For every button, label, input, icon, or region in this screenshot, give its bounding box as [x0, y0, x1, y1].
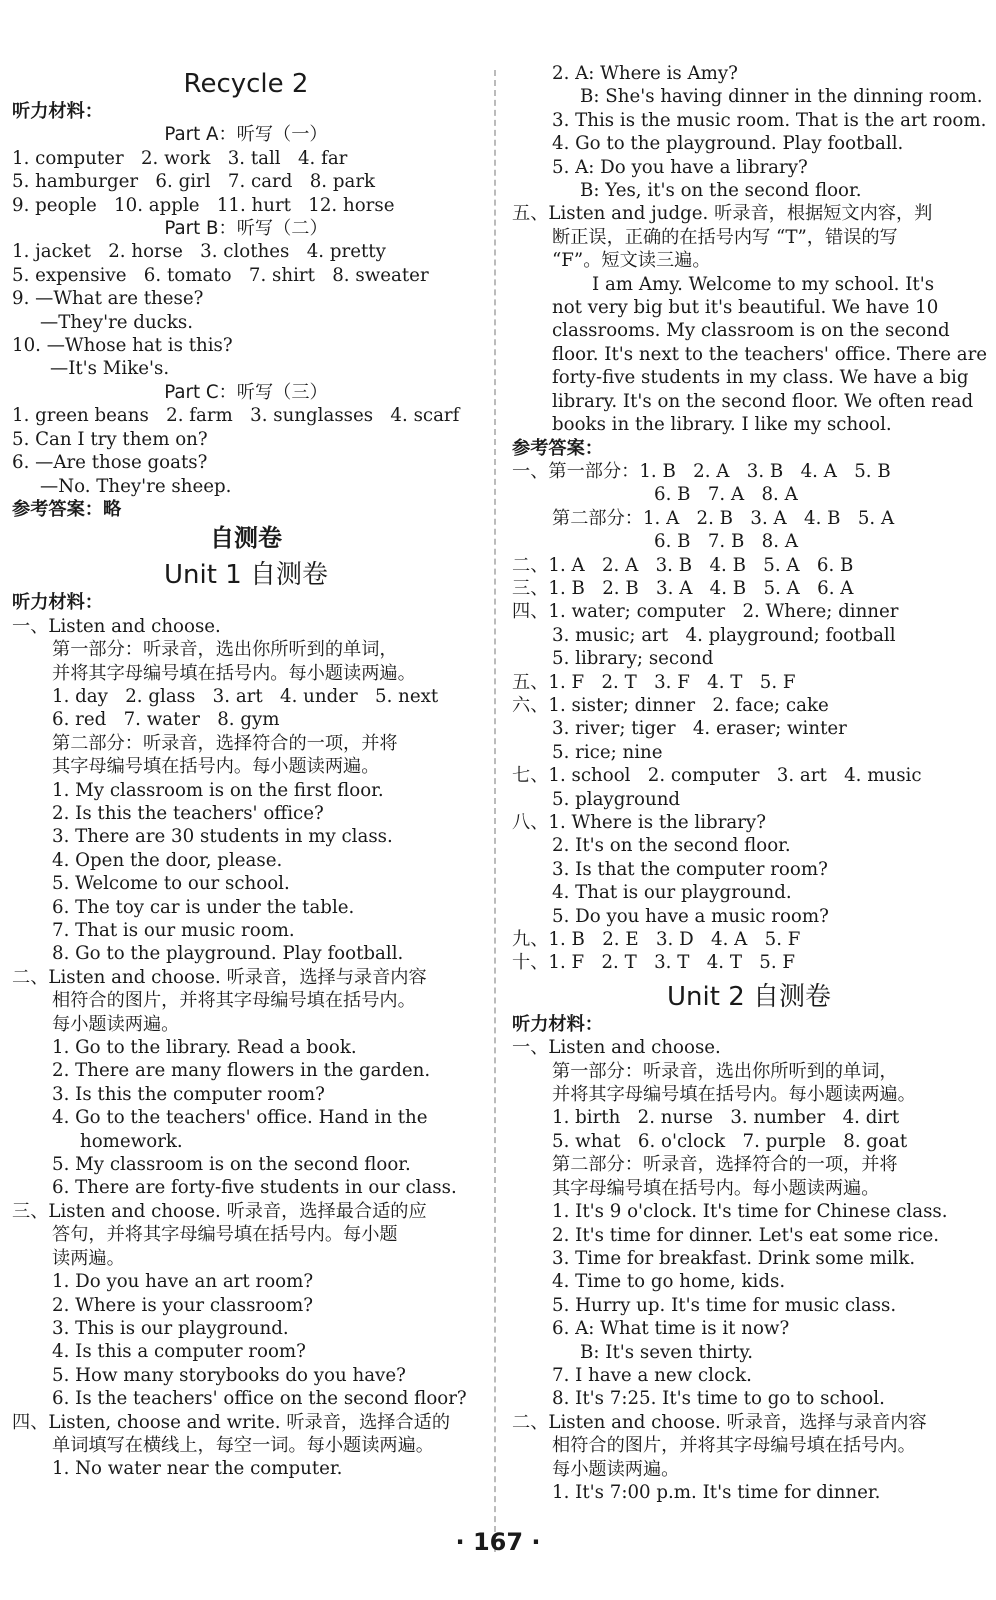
text-line: 四、1. water; computer 2. Where; dinner	[512, 601, 899, 623]
text-line: 八、1. Where is the library?	[512, 812, 766, 833]
text-line: 一、第一部分：1. B 2. A 3. B 4. A 5. B	[512, 460, 891, 482]
text-line: 二、Listen and choose. 听录音，选择与录音内容	[12, 966, 427, 988]
section-heading: 自测卷	[210, 523, 282, 553]
text-line: 2. It's on the second floor.	[552, 835, 791, 857]
text-line: —It's Mike's.	[50, 358, 170, 380]
text-line: 3. This is the music room. That is the art room.	[552, 109, 987, 131]
text-line: 1. jacket 2. horse 3. clothes 4. pretty	[12, 241, 386, 263]
text-line: 5. library; second	[552, 648, 714, 670]
text-line: 三、1. B 2. B 3. A 4. B 5. A 6. A	[512, 577, 854, 599]
text-line: 5. hamburger 6. girl 7. card 8. park	[12, 171, 376, 193]
text-line: 听力材料：	[12, 101, 103, 122]
text-line: 5. rice; nine	[552, 741, 663, 763]
right-column	[512, 62, 986, 1504]
text-line: I am Amy. Welcome to my school. It's	[592, 273, 935, 295]
text-line: 3. river; tiger 4. eraser; winter	[552, 718, 847, 740]
text-line: 5. playground	[552, 788, 681, 810]
text-line: 五、1. F 2. T 3. F 4. T 5. F	[512, 671, 796, 693]
text-line: 5. Do you have a music room?	[552, 905, 829, 927]
text-line: 6. A: What time is it now?	[552, 1318, 790, 1340]
text-line: 七、1. school 2. computer 3. art 4. music	[512, 765, 922, 787]
text-line: 6. Is the teachers' office on the second floor?	[52, 1388, 467, 1410]
text-line: 九、1. B 2. E 3. D 4. A 5. F	[512, 929, 801, 951]
part-heading: Part C：听写（三）	[164, 381, 328, 403]
text-line: 6. The toy car is under the table.	[52, 896, 355, 918]
text-line: 3. Is that the computer room?	[552, 858, 828, 880]
text-line: 1. No water near the computer.	[52, 1458, 343, 1480]
text-line: 5. what 6. o'clock 7. purple 8. goat	[552, 1130, 908, 1152]
text-line: 其字母编号填在括号内。每小题读两遍。	[552, 1177, 880, 1199]
section-heading: Unit 1 自测卷	[164, 560, 328, 591]
text-line: 并将其字母编号填在括号内。每小题读两遍。	[552, 1084, 916, 1106]
text-line: 5. Welcome to our school.	[52, 873, 290, 895]
text-line: 2. Is this the teachers' office?	[52, 802, 324, 824]
text-line: 一、Listen and choose.	[512, 1037, 721, 1059]
text-line: not very big but it's beautiful. We have 10	[552, 297, 939, 319]
text-line: 5. expensive 6. tomato 7. shirt 8. sweater	[12, 264, 429, 286]
text-line: 1. birth 2. nurse 3. number 4. dirt	[552, 1107, 900, 1129]
text-line: 1. It's 7:00 p.m. It's time for dinner.	[552, 1481, 881, 1503]
text-line: 7. I have a new clock.	[552, 1364, 752, 1386]
text-line: 一、Listen and choose.	[12, 615, 221, 637]
part-heading: Part A：听写（一）	[164, 124, 328, 146]
text-line: 四、Listen, choose and write. 听录音，选择合适的	[12, 1411, 451, 1433]
text-line: 相符合的图片，并将其字母编号填在括号内。	[52, 990, 416, 1012]
text-line: 4. That is our playground.	[552, 882, 792, 904]
text-line: 4. Open the door, please.	[52, 849, 283, 871]
part-heading: Part B：听写（二）	[164, 218, 328, 240]
text-line: “F”。短文读三遍。	[552, 250, 711, 272]
text-line: 8. Go to the playground. Play football.	[52, 943, 404, 965]
text-line: 其字母编号填在括号内。每小题读两遍。	[52, 756, 380, 778]
text-line: B: She's having dinner in the dinning room.	[580, 86, 983, 108]
text-line: 5. Hurry up. It's time for music class.	[552, 1294, 897, 1316]
text-line: 2. Where is your classroom?	[52, 1294, 313, 1316]
text-line: 4. Go to the teachers' office. Hand in the	[52, 1107, 428, 1129]
text-line: 六、1. sister; dinner 2. face; cake	[512, 694, 829, 716]
text-line: 3. Is this the computer room?	[52, 1083, 325, 1105]
text-line: 5. Can I try them on?	[12, 428, 208, 450]
text-line: 3. Time for breakfast. Drink some milk.	[552, 1247, 916, 1269]
text-line: 1. My classroom is on the first floor.	[52, 779, 384, 801]
text-line: 6. —Are those goats?	[12, 452, 208, 474]
text-line: 参考答案：略	[12, 498, 122, 520]
text-line: 2. There are many flowers in the garden.	[52, 1060, 431, 1082]
left-column	[12, 62, 480, 1481]
text-line: 第二部分：1. A 2. B 3. A 4. B 5. A	[552, 507, 895, 529]
text-line: 二、Listen and choose. 听录音，选择与录音内容	[512, 1411, 927, 1433]
text-line: 1. Go to the library. Read a book.	[52, 1037, 357, 1059]
text-line: 8. It's 7:25. It's time to go to school.	[552, 1388, 885, 1410]
section-heading: Unit 2 自测卷	[667, 981, 831, 1012]
text-line: floor. It's next to the teachers' office. There are	[552, 343, 988, 365]
text-line: 1. green beans 2. farm 3. sunglasses 4. scarf	[12, 405, 460, 427]
text-line: 每小题读两遍。	[52, 1013, 180, 1035]
text-line: 7. That is our music room.	[52, 920, 295, 941]
text-line: 第一部分：听录音，选出你所听到的单词，	[52, 639, 398, 661]
text-line: 第二部分：听录音，选择符合的一项，并将	[52, 732, 398, 754]
text-line: 1. Do you have an art room?	[52, 1271, 314, 1293]
text-line: 5. A: Do you have a library?	[552, 156, 808, 178]
text-line: 9. —What are these?	[12, 288, 204, 310]
text-line: 6. There are forty-five students in our class.	[52, 1177, 457, 1199]
text-line: 听力材料：	[512, 1013, 603, 1035]
text-line: 4. Go to the playground. Play football.	[552, 133, 904, 155]
text-line: 10. —Whose hat is this?	[12, 335, 233, 357]
text-line: 第二部分：听录音，选择符合的一项，并将	[552, 1154, 898, 1176]
text-line: 1. day 2. glass 3. art 4. under 5. next	[52, 685, 439, 707]
text-line: 五、Listen and judge. 听录音，根据短文内容，判	[512, 203, 933, 225]
text-line: library. It's on the second floor. We often read	[552, 390, 974, 412]
text-line: 断正误，正确的在括号内写 “T”，错误的写	[552, 226, 898, 248]
text-line: 每小题读两遍。	[552, 1458, 680, 1480]
text-line: 6. B 7. B 8. A	[654, 531, 798, 553]
text-line: B: Yes, it's on the second floor.	[580, 180, 862, 202]
text-line: forty-five students in my class. We have a big	[552, 367, 969, 389]
text-line: 听力材料：	[12, 592, 103, 614]
text-line: —They're ducks.	[40, 311, 193, 333]
text-line: 1. computer 2. work 3. tall 4. far	[12, 147, 348, 169]
text-line: 6. B 7. A 8. A	[654, 484, 798, 506]
text-line: —No. They're sheep.	[40, 475, 232, 497]
text-line: 3. This is our playground.	[52, 1317, 289, 1339]
text-line: 第一部分：听录音，选出你所听到的单词，	[552, 1060, 898, 1082]
text-line: 4. Is this a computer room?	[52, 1341, 306, 1363]
page-number: · 167 ·	[455, 1528, 541, 1556]
column-divider	[494, 70, 496, 1552]
text-line: 单词填写在横线上，每空一词。每小题读两遍。	[52, 1434, 434, 1456]
text-line: 三、Listen and choose. 听录音，选择最合适的应	[12, 1200, 427, 1222]
text-line: 3. There are 30 students in my class.	[52, 826, 393, 848]
text-line: 二、1. A 2. A 3. B 4. B 5. A 6. B	[512, 554, 854, 576]
text-line: 4. Time to go home, kids.	[552, 1271, 786, 1293]
text-line: 并将其字母编号填在括号内。每小题读两遍。	[52, 662, 416, 684]
text-line: 十、1. F 2. T 3. T 4. T 5. F	[512, 952, 796, 974]
text-line: 答句，并将其字母编号填在括号内。每小题	[52, 1224, 398, 1246]
text-line: 5. My classroom is on the second floor.	[52, 1154, 411, 1176]
text-line: 1. It's 9 o'clock. It's time for Chinese class.	[552, 1201, 948, 1223]
text-line: homework.	[80, 1130, 183, 1152]
text-line: classrooms. My classroom is on the second	[552, 320, 950, 342]
text-line: 2. It's time for dinner. Let's eat some rice.	[552, 1224, 939, 1246]
section-heading: Recycle 2	[183, 69, 309, 99]
text-line: 参考答案：	[512, 437, 603, 459]
text-line: B: It's seven thirty.	[580, 1341, 753, 1363]
text-line: 相符合的图片，并将其字母编号填在括号内。	[552, 1435, 916, 1457]
text-line: 读两遍。	[52, 1247, 125, 1269]
text-line: 6. red 7. water 8. gym	[52, 709, 280, 731]
text-line: 9. people 10. apple 11. hurt 12. horse	[12, 194, 395, 216]
text-line: books in the library. I like my school.	[552, 414, 892, 436]
text-line: 2. A: Where is Amy?	[552, 63, 738, 84]
text-line: 3. music; art 4. playground; football	[552, 624, 896, 646]
text-line: 5. How many storybooks do you have?	[52, 1364, 406, 1386]
